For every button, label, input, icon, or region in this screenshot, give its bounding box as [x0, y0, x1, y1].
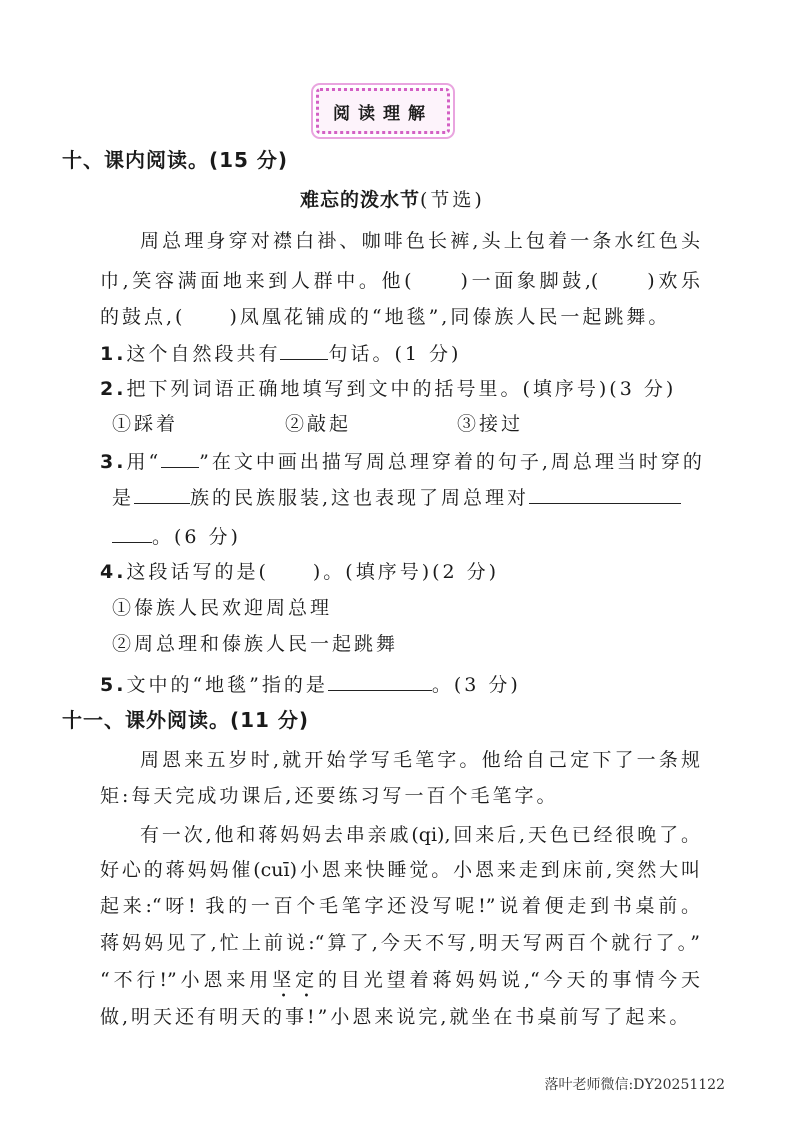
text: “不行!”小恩来用 — [100, 969, 273, 991]
q-text: ”在文中画出描写周总理穿着的句子,周总理当时穿的 — [199, 451, 705, 473]
question-2 — [100, 377, 676, 401]
paragraph-line: 好心的蒋妈妈催(cuī)小恩来快睡觉。小恩来走到床前,突然大叫 — [100, 859, 700, 881]
question-4 — [100, 560, 499, 584]
option: ②敲起 — [285, 413, 352, 435]
section-10-heading: 十、课内阅读。(15 分) — [62, 148, 289, 172]
paragraph-line: 周总理身穿对襟白褂、咖啡色长裤,头上包着一条水红色头 — [140, 230, 700, 252]
paragraph-line: 矩:每天完成功课后,还要练习写一百个毛笔字。 — [100, 785, 559, 807]
title-note: (节选) — [420, 189, 485, 211]
emphasized-word: 坚定 — [272, 969, 318, 991]
q-text: 。(3 分) — [431, 674, 521, 696]
option: ②周总理和傣族人民一起跳舞 — [112, 633, 399, 655]
text: 的目光望着蒋妈妈说,“今天的事情今天 — [317, 969, 700, 991]
question-3-line3 — [112, 524, 241, 549]
answer-blank[interactable] — [280, 341, 328, 360]
question-3-line2 — [112, 485, 681, 510]
answer-blank[interactable] — [161, 449, 199, 468]
section-11-heading: 十一、课外阅读。(11 分) — [62, 708, 310, 732]
paragraph-line: 起来:“呀! 我的一百个毛笔字还没写呢!”说着便走到书桌前。 — [100, 895, 700, 917]
q-num: 1. — [100, 343, 127, 365]
q-text: 把下列词语正确地填写到文中的括号里。(填序号)(3 分) — [126, 378, 677, 400]
q-num: 5. — [100, 674, 127, 696]
option: ①踩着 — [112, 413, 179, 435]
q-num: 3. — [100, 451, 127, 473]
title-text: 难忘的泼水节 — [300, 189, 421, 211]
passage-title — [300, 188, 485, 212]
q-text: 是 — [112, 487, 135, 509]
q-num: 2. — [100, 378, 127, 400]
paragraph-line: 蒋妈妈见了,忙上前说:“算了,今天不写,明天写两百个就行了。” — [100, 932, 700, 954]
q-text: 这个自然段共有 — [126, 343, 281, 365]
answer-blank[interactable] — [112, 524, 152, 543]
paragraph-line: 的鼓点,( )凤凰花铺成的“地毯”,同傣族人民一起跳舞。 — [100, 306, 671, 328]
q-text: 句话。(1 分) — [328, 343, 462, 365]
q-num: 4. — [100, 561, 127, 583]
paragraph-line — [100, 968, 700, 1002]
q-text: 族的民族服装,这也表现了周总理对 — [190, 487, 530, 509]
answer-blank[interactable] — [529, 485, 681, 504]
paragraph-line: 周恩来五岁时,就开始学写毛笔字。他给自己定下了一条规 — [140, 749, 700, 771]
question-3 — [100, 449, 705, 474]
q-text: 这段话写的是( )。(填序号)(2 分) — [126, 561, 500, 583]
q-text: 文中的“地毯”指的是 — [126, 674, 328, 696]
q-text: 用“ — [126, 451, 162, 473]
question-5 — [100, 672, 521, 697]
paragraph-line: 有一次,他和蒋妈妈去串亲戚(qi),回来后,天色已经很晚了。 — [140, 824, 700, 846]
question-1 — [100, 341, 461, 366]
answer-blank[interactable] — [328, 672, 432, 691]
reading-comprehension-badge: 阅读理解 — [316, 88, 450, 134]
q-text: 。(6 分) — [152, 526, 241, 548]
paragraph-line: 巾,笑容满面地来到人群中。他( )一面象脚鼓,( )欢乐 — [100, 270, 700, 292]
footer-watermark: 落叶老师微信:DY20251122 — [544, 1077, 725, 1093]
paragraph-line: 做,明天还有明天的事!”小恩来说完,就坐在书桌前写了起来。 — [100, 1006, 692, 1028]
option: ③接过 — [457, 413, 524, 435]
answer-blank[interactable] — [134, 485, 190, 504]
option: ①傣族人民欢迎周总理 — [112, 597, 333, 619]
